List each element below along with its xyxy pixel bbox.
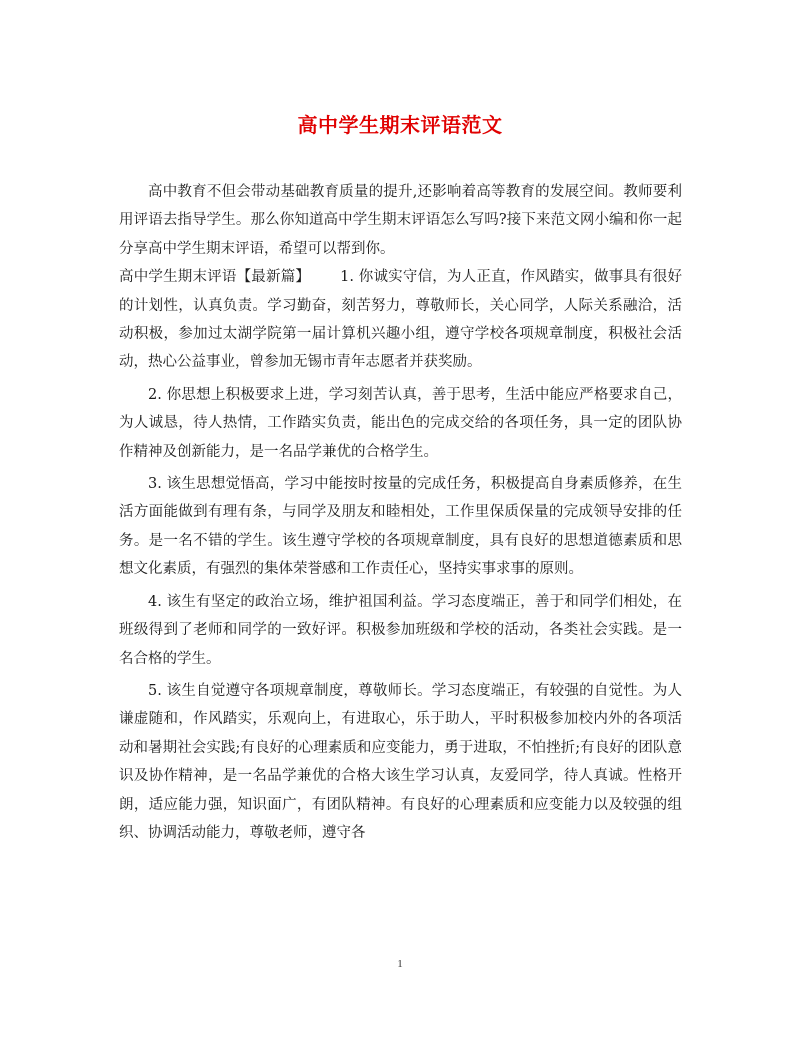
section-paragraph-1 bbox=[119, 263, 682, 377]
paragraph-1-text: 1. 你诚实守信，为人正直，作风踏实，做事具有很好的计划性，认真负责。学习勤奋，刻苦努力，尊敬师长，关心同学，人际关系融洽，活动积极，参加过太湖学院第一届计算机兴趣小组，遵守学校各项规章制度，积极社会活动，热心公益事业，曾参加无锡市青年志愿者并获奖励。 bbox=[119, 269, 682, 371]
paragraph-4: 4. 该生有坚定的政治立场，维护祖国利益。学习态度端正，善于和同学们相处，在班级得到了老师和同学的一致好评。积极参加班级和学校的活动，各类社会实践。是一名合格的学生。 bbox=[119, 593, 682, 667]
paragraph-3: 3. 该生思想觉悟高，学习中能按时按量的完成任务，积极提高自身素质修养，在生活方面能做到有理有条，与同学及朋友和睦相处，工作里保质保量的完成领导安排的任务。是一名不错的学生。该生遵守学校的各项规章制度，具有良好的思想道德素质和思想文化素质，有强烈的集体荣誉感和工作责任心，坚持实事求事的原则。 bbox=[119, 476, 682, 578]
paragraph-5: 5. 该生自觉遵守各项规章制度，尊敬师长。学习态度端正，有较强的自觉性。为人谦虚随和，作风踏实，乐观向上，有进取心，乐于助人，平时积极参加校内外的各项活动和暑期社会实践;有良好的心理素质和应变能力，勇于进取，不怕挫折;有良好的团队意识及协作精神，是一名品学兼优的合格大该生学习认真，友爱同学，待人真诚。性格开朗，适应能力强，知识面广，有团队精神。有良好的心理素质和应变能力以及较强的组织、协调活动能力，尊敬老师，遵守各 bbox=[119, 682, 682, 841]
paragraph-2: 2. 你思想上积极要求上进，学习刻苦认真，善于思考，生活中能应严格要求自己，为人诚恳，待人热情，工作踏实负责，能出色的完成交给的各项任务，具一定的团队协作精神及创新能力，是一名品学兼优的合格学生。 bbox=[119, 386, 682, 460]
section-heading: 高中学生期末评语【最新篇】 bbox=[119, 269, 311, 286]
intro-paragraph: 高中教育不但会带动基础教育质量的提升,还影响着高等教育的发展空间。教师要利用评语去指导学生。那么你知道高中学生期末评语怎么写吗?接下来范文网小编和你一起分享高中学生期末评语，希望可以帮到你。 bbox=[119, 184, 682, 257]
document-title: 高中学生期末评语范文 bbox=[297, 113, 503, 137]
page-number: 1 bbox=[397, 958, 403, 970]
document-body bbox=[119, 178, 682, 847]
